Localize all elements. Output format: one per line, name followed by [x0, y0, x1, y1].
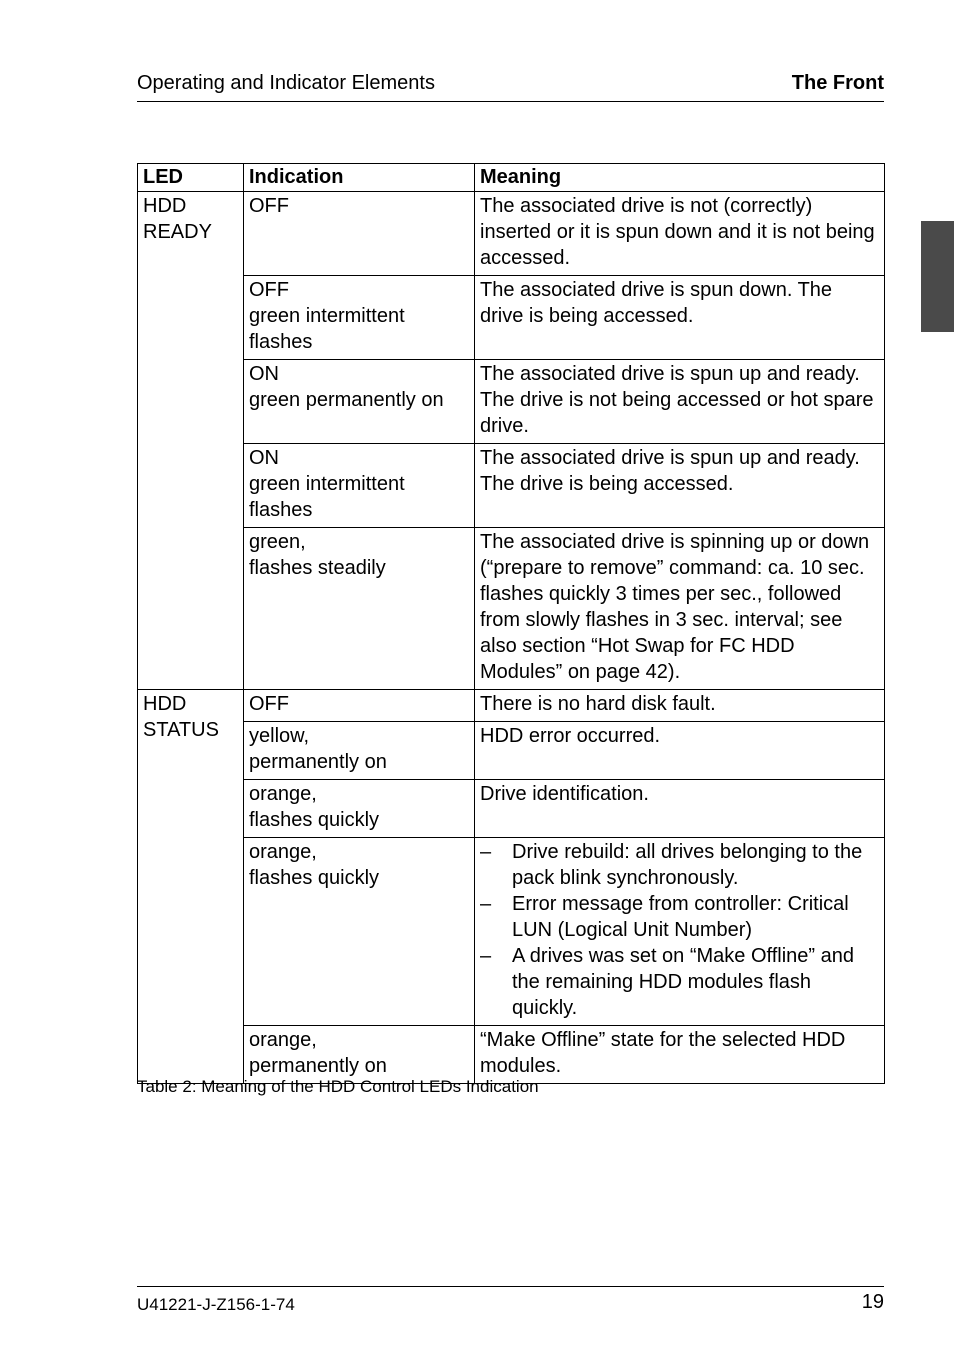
indication-cell — [244, 1026, 475, 1084]
running-header-chapter: The Front — [791, 72, 884, 94]
indication-line: orange, — [249, 841, 317, 863]
indication-line: green permanently on — [249, 389, 444, 411]
meaning-text: There is no hard disk fault. — [480, 693, 716, 715]
led-name-cell — [138, 192, 244, 690]
meaning-cell — [475, 360, 885, 444]
meaning-cell — [475, 528, 885, 690]
indication-line: flashes — [249, 499, 313, 521]
table-row — [138, 690, 885, 722]
indication-line: yellow, — [249, 725, 310, 747]
meaning-cell — [475, 838, 885, 1026]
indication-line: permanently on — [249, 1055, 387, 1077]
meaning-bullet-item — [480, 943, 880, 1021]
indication-line: green intermittent — [249, 305, 405, 327]
table-row — [138, 1026, 885, 1084]
led-name-line: HDD — [143, 195, 187, 217]
indication-cell — [244, 838, 475, 1026]
meaning-cell — [475, 690, 885, 722]
table-caption: Table 2: Meaning of the HDD Control LEDs Indication — [137, 1077, 539, 1096]
indication-cell — [244, 192, 475, 276]
table-row — [138, 780, 885, 838]
document-id: U41221-J-Z156-1-74 — [137, 1295, 295, 1314]
page-number: 19 — [861, 1291, 884, 1313]
table-body — [138, 192, 885, 1084]
meaning-bullet-item — [480, 891, 880, 943]
meaning-text: “Make Offline” state for the selected HDD modules. — [480, 1029, 846, 1077]
indication-line: green intermittent — [249, 473, 405, 495]
table-row — [138, 444, 885, 528]
bullet-dash: – — [480, 841, 492, 863]
led-name-cell — [138, 690, 244, 1084]
indication-cell — [244, 780, 475, 838]
meaning-text: The associated drive is not (correctly) inserted or it is spun down and it is not being accessed. — [480, 195, 875, 269]
bullet-dash: – — [480, 945, 492, 967]
indication-line: OFF — [249, 195, 289, 217]
indication-line: permanently on — [249, 751, 387, 773]
meaning-text: Drive identification. — [480, 783, 649, 805]
bullet-dash: – — [480, 893, 492, 915]
meaning-cell — [475, 1026, 885, 1084]
table-row — [138, 192, 885, 276]
indication-line: orange, — [249, 783, 317, 805]
meaning-cell — [475, 276, 885, 360]
led-name-line: STATUS — [143, 719, 219, 741]
indication-line: flashes steadily — [249, 557, 386, 579]
chapter-thumb-tab — [921, 221, 954, 332]
hdd-led-table — [137, 163, 885, 1084]
meaning-text: The associated drive is spun up and ready. The drive is not being accessed or hot spare drive. — [480, 363, 874, 437]
column-header-led: LED — [138, 164, 244, 192]
meaning-cell — [475, 722, 885, 780]
indication-cell — [244, 528, 475, 690]
header-divider — [137, 101, 884, 102]
indication-line: orange, — [249, 1029, 317, 1051]
table-row — [138, 276, 885, 360]
table-row — [138, 838, 885, 1026]
meaning-cell — [475, 780, 885, 838]
column-header-meaning: Meaning — [475, 164, 885, 192]
indication-line: OFF — [249, 279, 289, 301]
meaning-cell — [475, 444, 885, 528]
meaning-text: The associated drive is spun down. The drive is being accessed. — [480, 279, 833, 327]
meaning-text: The associated drive is spun up and ready. The drive is being accessed. — [480, 447, 860, 495]
meaning-text: Error message from controller: Critical LUN (Logical Unit Number) — [512, 893, 849, 941]
indication-line: flashes quickly — [249, 809, 380, 831]
indication-line: ON — [249, 447, 279, 469]
indication-cell — [244, 690, 475, 722]
meaning-bullet-item — [480, 839, 880, 891]
indication-cell — [244, 360, 475, 444]
indication-line: green, — [249, 531, 306, 553]
indication-line: ON — [249, 363, 279, 385]
table-header-row — [138, 164, 885, 192]
indication-line: flashes — [249, 331, 313, 353]
column-header-indication: Indication — [244, 164, 475, 192]
footer-divider — [137, 1286, 884, 1287]
meaning-cell — [475, 192, 885, 276]
indication-cell — [244, 722, 475, 780]
meaning-text: A drives was set on “Make Offline” and the remaining HDD modules flash quickly. — [512, 945, 855, 1019]
indication-cell — [244, 444, 475, 528]
running-header-section: Operating and Indicator Elements — [137, 72, 435, 94]
indication-line: OFF — [249, 693, 289, 715]
meaning-text: The associated drive is spinning up or down (“prepare to remove” command: ca. 10 sec. flashes quickly 3 times per sec., followed from slowly flashes in 3 sec. interval; see also section “Hot Swap for FC HDD Modules” on page 42). — [480, 531, 870, 683]
indication-cell — [244, 276, 475, 360]
meaning-text: HDD error occurred. — [480, 725, 661, 747]
meaning-text: Drive rebuild: all drives belonging to the pack blink synchronously. — [512, 841, 863, 889]
indication-line: flashes quickly — [249, 867, 380, 889]
table-row — [138, 722, 885, 780]
table-row — [138, 528, 885, 690]
led-name-line: HDD — [143, 693, 187, 715]
table-row — [138, 360, 885, 444]
led-name-line: READY — [143, 221, 212, 243]
